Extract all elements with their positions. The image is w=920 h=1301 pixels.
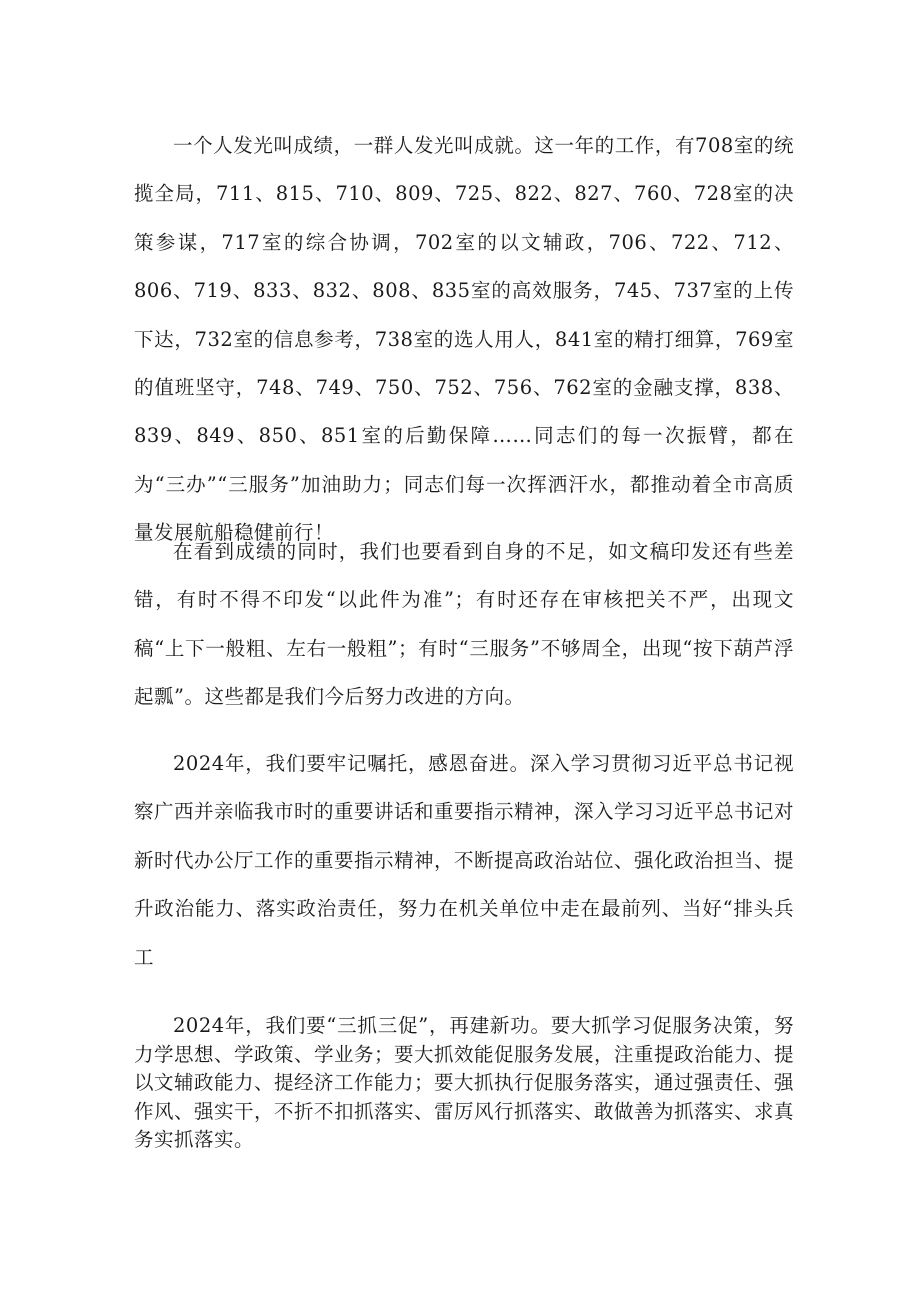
paragraph-achievements: 一个人发光叫成绩，一群人发光叫成就。这一年的工作，有708室的统揽全局，711、815、710、809、725、822、827、760、728室的决策参谋，717室的综合协调，702室的以文辅政，706、722、712、806、719、833、832、808、835室的高效服务，745、737室的上传下达，732室的信息参考，738室的选人用人，841室的精打细算，769室的值班坚守，748、749、750、752、756、762室的金融支撑，838、839、849、850、851室的后勤保障……同志们的每一次振臂，都在为“三办”“三服务”加油助力；同志们每一次挥洒汗水，都推动着全市高质量发展航船稳健前行！ — [134, 134, 794, 545]
paragraph-shortcomings: 在看到成绩的同时，我们也要看到自身的不足，如文稿印发还有些差错，有时不得不印发“以此件为准”；有时还存在审核把关不严，出现文稿“上下一般粗、左右一般粗”；有时“三服务”不够周全，出现“按下葫芦浮起瓢”。这些都是我们今后努力改进的方向。 — [134, 540, 794, 709]
paragraph-2024-gratitude: 2024年，我们要牢记嘱托，感恩奋进。深入学习贯彻习近平总书记视察广西并亲临我市时的重要讲话和重要指示精神，深入学习习近平总书记对新时代办公厅工作的重要指示精神，不断提高政治站位、强化政治担当、提升政治能力、落实政治责任，努力在机关单位中走在最前列、当好“排头兵工 — [134, 752, 795, 969]
paragraph-2024-three-grasps: 2024年，我们要“三抓三促”，再建新功。要大抓学习促服务决策，努力学思想、学政策、学业务；要大抓效能促服务发展，注重提政治能力、提以文辅政能力、提经济工作能力；要大抓执行促服务落实，通过强责任、强作风、强实干，不折不扣抓落实、雷厉风行抓落实、敢做善为抓落实、求真务实抓落实。 — [134, 1014, 795, 1151]
